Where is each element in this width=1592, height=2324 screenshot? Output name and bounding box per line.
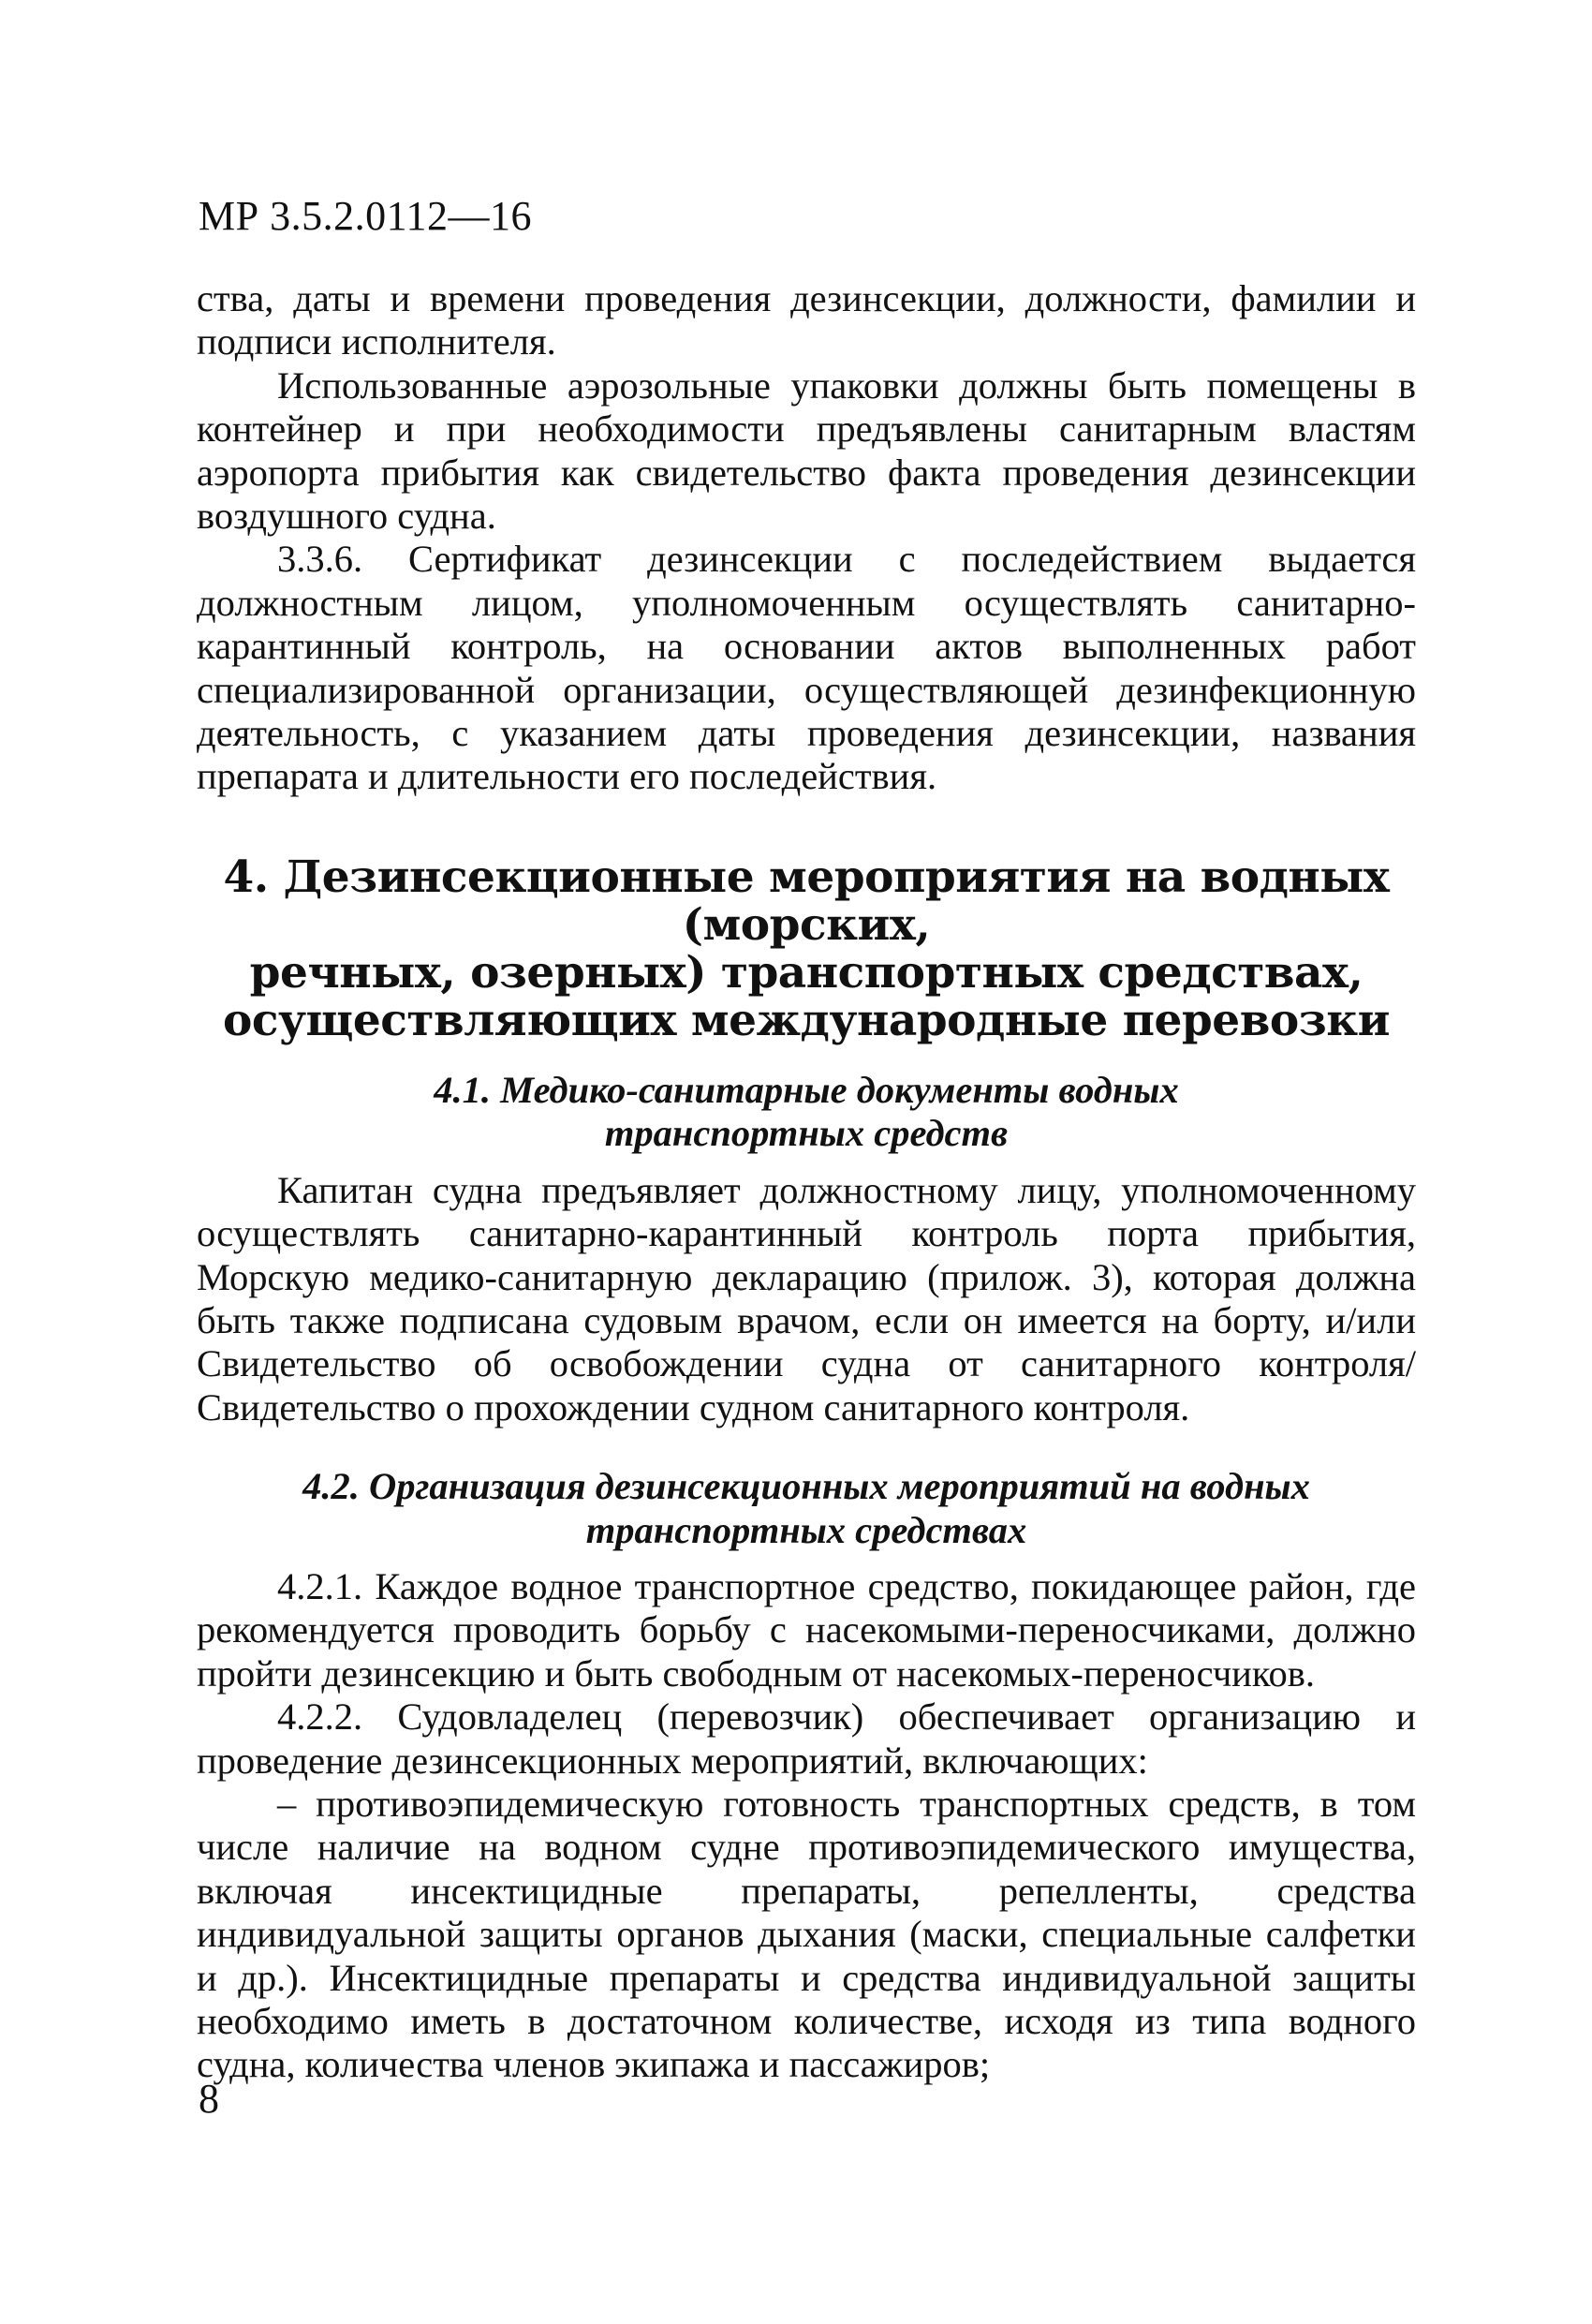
subsection-4-1-heading [197, 1069, 1416, 1156]
paragraph-4-2-2: 4.2.2. Судовладелец (перевозчик) обеспечивает организацию и проведение дезинсекционных мероприятий, включающих: [197, 1695, 1416, 1782]
paragraph-3-3-6: 3.3.6. Сертификат дезинсекции с последействием выдается должностным лицом, уполномоченным осуществлять санитарно-карантинный контроль, на основании актов выполненных работ специализированной организации, осуществляющей дезинфекционную деятельность, с указанием даты проведения дезинсекции, названия препарата и длительности его последействия. [197, 538, 1416, 798]
document-body [197, 277, 1416, 2087]
paragraph-aerosol-packaging: Использованные аэрозольные упаковки должны быть помещены в контейнер и при необходимости предъявлены санитарным властям аэропорта прибытия как свидетельство факта проведения дезинсекции воздушного судна. [197, 363, 1416, 538]
page-number: 8 [199, 2076, 219, 2122]
subsection-4-2-heading-line-2: транспортных средствах [585, 1508, 1027, 1551]
paragraph-continuation: ства, даты и времени проведения дезинсекции, должности, фамилии и подписи исполнителя. [197, 277, 1416, 363]
list-item-bullet-1: – противоэпидемическую готовность транспортных средств, в том числе наличие на водном судне противоэпидемического имущества, включая инсектицидные препараты, репелленты, средства индивидуальной защиты органов дыхания (маски, специальные салфетки и др.). Инсектицидные препараты и средства индивидуальной защиты необходимо иметь в достаточном количестве, исходя из типа водного судна, количества членов экипажа и пассажиров; [197, 1782, 1416, 2086]
subsection-4-2-heading [197, 1465, 1416, 1552]
section-4-heading [197, 853, 1416, 1044]
document-code-header: МР 3.5.2.0112—16 [199, 193, 532, 239]
subsection-4-1-heading-line-2: транспортных средств [604, 1112, 1009, 1155]
subsection-4-1-heading-line-1: 4.1. Медико-санитарные документы водных [434, 1068, 1179, 1111]
paragraph-4-1: Капитан судна предъявляет должностному лицу, уполномоченному осуществлять санитарно-карантинный контроль порта прибытия, Морскую медико-санитарную декларацию (прилож. 3), которая должна быть также подписана судовым врачом, если он имеется на борту, и/или Свидетельство об освобождении судна от санитарного контроля/Свидетельство о прохождении судном санитарного контроля. [197, 1168, 1416, 1428]
subsection-4-2-heading-line-1: 4.2. Организация дезинсекционных мероприятий на водных [302, 1465, 1310, 1508]
section-4-heading-line-1: 4. Дезинсекционные мероприятия на водных (морских, [223, 851, 1390, 951]
section-4-heading-line-2: речных, озерных) транспортных средствах, [249, 946, 1364, 999]
paragraph-4-2-1: 4.2.1. Каждое водное транспортное средство, покидающее район, где рекомендуется проводить борьбу с насекомыми-переносчиками, должно пройти дезинсекцию и быть свободным от насекомых-переносчиков. [197, 1564, 1416, 1695]
section-4-heading-line-3: осуществляющих международные перевозки [222, 994, 1390, 1046]
